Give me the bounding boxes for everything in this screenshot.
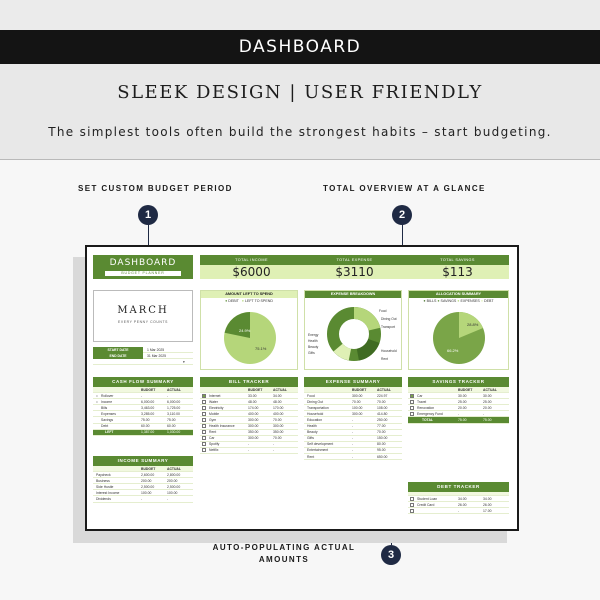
left-to-spend-pie — [201, 304, 299, 370]
income-budget[interactable]: 2,600.00 — [141, 472, 155, 477]
cashflow-actual[interactable]: 6,000.00 — [167, 399, 181, 404]
bill-name: Health Insurance — [209, 424, 235, 429]
checkbox[interactable] — [410, 394, 414, 398]
debt-name: Credit Card — [417, 502, 435, 507]
checkbox[interactable] — [202, 412, 206, 416]
header-area — [0, 64, 600, 160]
checkbox[interactable] — [410, 497, 414, 501]
cashflow-actual[interactable]: - — [167, 393, 169, 398]
expense-actual[interactable]: 224.97 — [377, 393, 388, 398]
dashboard-sheet — [85, 245, 519, 531]
checkbox[interactable] — [202, 418, 206, 422]
expense-breakdown-panel — [304, 290, 402, 370]
cashflow-col-budget: BUDGET — [141, 387, 156, 392]
tagline: The simplest tools often build the strongest habits – start budgeting. — [48, 125, 552, 139]
callout-number-2: 2 — [392, 205, 412, 225]
debt-budget[interactable]: 34.00 — [458, 496, 467, 501]
brand-title: DASHBOARD — [109, 258, 177, 268]
checkbox[interactable] — [202, 430, 206, 434]
income-col-budget: BUDGET — [141, 466, 156, 471]
month-title: MARCH — [117, 305, 169, 316]
kpi-expense-label: TOTAL EXPENSE — [336, 258, 373, 262]
cashflow-name: Expenses — [101, 411, 116, 416]
expense-budget[interactable]: 300.00 — [352, 393, 363, 398]
cashflow-actual[interactable]: 1,725.00 — [167, 405, 181, 410]
breakdown-label-3: Household — [381, 349, 397, 353]
expense-actual[interactable]: 414.80 — [377, 411, 388, 416]
savings-col-actual: ACTUAL — [483, 387, 497, 392]
checkbox[interactable] — [410, 400, 414, 404]
expense-actual[interactable]: 70.00 — [377, 399, 386, 404]
bill-actual[interactable]: 300.00 — [273, 424, 284, 429]
savings-tracker — [408, 377, 509, 424]
checkbox[interactable] — [202, 442, 206, 446]
income-budget[interactable]: 100.00 — [141, 490, 152, 495]
bill-actual[interactable]: 34.00 — [273, 393, 282, 398]
end-date-value[interactable]: 31 Mar 2025 — [147, 353, 167, 358]
cashflow-actual[interactable]: 3,110.00 — [167, 411, 180, 416]
breakdown-label-5: Health — [308, 339, 318, 343]
expense-budget[interactable]: - — [352, 448, 354, 453]
income-budget[interactable]: 2,500.00 — [141, 484, 155, 489]
dropdown-chevron-icon[interactable]: ▾ — [183, 359, 185, 364]
savings-budget[interactable]: 30.00 — [458, 393, 467, 398]
expense-actual[interactable]: 250.00 — [377, 418, 388, 423]
income-actual[interactable]: 100.00 — [167, 490, 178, 495]
expense-name: Transportation — [307, 405, 329, 410]
cashflow-budget[interactable]: 60.00 — [141, 424, 150, 429]
bill-name: Spotify — [209, 442, 220, 447]
checkbox[interactable] — [202, 406, 206, 410]
income-actual[interactable]: 200.00 — [167, 478, 178, 483]
savings-col-budget: BUDGET — [458, 387, 473, 392]
expense-name: Self development — [307, 442, 334, 447]
income-name: Business — [96, 478, 110, 483]
expense-budget[interactable]: 100.00 — [352, 405, 363, 410]
checkbox[interactable] — [202, 400, 206, 404]
expense-breakdown-donut — [305, 298, 403, 370]
bill-budget[interactable]: 174.00 — [248, 405, 259, 410]
cashflow-total-actual: 1,030.00 — [167, 430, 181, 435]
banner-title: DASHBOARD — [238, 37, 362, 57]
expense-actual[interactable]: 650.00 — [377, 454, 388, 459]
bills-col-budget: BUDGET — [248, 387, 263, 392]
expense-breakdown-title: EXPENSE BREAKDOWN — [305, 291, 401, 298]
bill-row — [200, 448, 298, 454]
bill-name: Gym — [209, 418, 217, 423]
income-name: Paycheck — [96, 472, 111, 477]
kpi-income-label: TOTAL INCOME — [235, 258, 268, 262]
breakdown-label-7: Gifts — [308, 351, 315, 355]
expense-budget[interactable]: 300.00 — [352, 411, 363, 416]
cashflow-name: Rollover — [101, 393, 114, 398]
kpi-income — [200, 255, 303, 279]
allocation-panel — [408, 290, 509, 370]
savings-actual[interactable]: 25.00 — [483, 399, 492, 404]
expense-actual[interactable]: 77.00 — [377, 424, 386, 429]
checkbox[interactable] — [202, 436, 206, 440]
savings-total-budget: 75.00 — [458, 418, 467, 423]
left-to-spend-title: AMOUNT LEFT TO SPEND — [201, 291, 297, 298]
checkbox[interactable] — [202, 394, 206, 398]
income-budget[interactable]: - — [141, 497, 143, 502]
allocation-label-b: 66.2% — [447, 348, 459, 353]
income-budget[interactable]: 200.00 — [141, 478, 152, 483]
breakdown-label-6: Beauty — [308, 345, 319, 349]
expense-actual[interactable]: 95.00 — [377, 448, 386, 453]
income-col-actual: ACTUAL — [167, 466, 181, 471]
savings-total-label: TOTAL — [422, 418, 433, 423]
expense-budget[interactable]: - — [352, 436, 354, 441]
left-to-spend-legend: ● DEBIT ● LEFT TO SPEND — [225, 299, 273, 303]
debt-budget[interactable]: 26.00 — [458, 502, 467, 507]
breakdown-label-0: Food — [379, 309, 387, 313]
kpi-savings — [406, 255, 509, 279]
expense-budget[interactable]: - — [352, 424, 354, 429]
bill-name: Internet — [209, 393, 221, 398]
expense-name: Dining Out — [307, 399, 324, 404]
expense-budget[interactable]: 70.00 — [352, 399, 361, 404]
cashflow-actual[interactable]: 75.00 — [167, 418, 176, 423]
savings-name: Car — [417, 393, 423, 398]
checkbox[interactable] — [202, 424, 206, 428]
cashflow-col-actual: ACTUAL — [167, 387, 181, 392]
income-title: INCOME SUMMARY — [93, 456, 193, 466]
callout-number-1: 1 — [138, 205, 158, 225]
expense-name: Gifts — [307, 436, 314, 441]
subtitle: SLEEK DESIGN | USER FRIENDLY — [117, 82, 483, 103]
callout-label-1: SET CUSTOM BUDGET PERIOD — [78, 184, 233, 193]
expense-name: Food — [307, 393, 315, 398]
cashflow-name: Bills — [101, 405, 108, 410]
breakdown-label-8: Rent — [381, 357, 388, 361]
expense-budget[interactable]: - — [352, 442, 354, 447]
debt-tracker — [408, 482, 509, 514]
bill-budget[interactable]: 300.00 — [248, 424, 259, 429]
banner — [0, 30, 600, 64]
expense-col-actual: ACTUAL — [377, 387, 391, 392]
bill-name: Electricity — [209, 405, 224, 410]
expense-budget[interactable]: - — [352, 454, 354, 459]
debt-name: Student Loan — [417, 496, 438, 501]
debt-actual[interactable]: 34.00 — [483, 496, 492, 501]
brand-box — [93, 255, 193, 279]
expense-summary-title: EXPENSE SUMMARY — [304, 377, 402, 387]
allocation-pie — [409, 304, 510, 370]
expense-summary — [304, 377, 402, 460]
income-name: Dividends — [96, 497, 111, 502]
left-to-spend-panel — [200, 290, 298, 370]
income-table — [93, 456, 193, 503]
start-date-value[interactable]: 1 Mar 2025 — [147, 347, 165, 352]
checkbox[interactable] — [410, 412, 414, 416]
month-note: EVERY PENNY COUNTS — [118, 320, 168, 324]
savings-actual[interactable]: - — [483, 411, 485, 416]
allocation-label-a: 28.8% — [467, 322, 479, 327]
checkbox[interactable] — [410, 503, 414, 507]
callout-label-2: TOTAL OVERVIEW AT A GLANCE — [323, 184, 486, 193]
bill-budget[interactable]: - — [248, 442, 250, 447]
expense-name: Rent — [307, 454, 315, 459]
bill-name: Rent — [209, 430, 217, 435]
bill-budget[interactable]: 350.00 — [248, 430, 259, 435]
callout-number-3: 3 — [381, 545, 401, 565]
kpi-expense-value: $3110 — [335, 265, 374, 279]
date-range — [93, 347, 193, 371]
expense-name: Beauty — [307, 430, 318, 435]
savings-budget[interactable]: 25.00 — [458, 399, 467, 404]
expense-name: Household — [307, 411, 324, 416]
debt-actual[interactable]: 26.00 — [483, 502, 492, 507]
savings-budget[interactable]: 20.00 — [458, 405, 467, 410]
checkbox[interactable] — [410, 509, 414, 513]
bill-name: Netflix — [209, 448, 219, 453]
cashflow-name: Savings — [101, 418, 114, 423]
left-to-spend-label-b: 75.1% — [255, 346, 267, 351]
bill-actual[interactable]: - — [273, 442, 275, 447]
bill-budget[interactable]: 300.00 — [248, 418, 259, 423]
month-box — [93, 290, 193, 342]
bill-actual[interactable]: - — [273, 448, 275, 453]
bill-name: Water — [209, 399, 218, 404]
cashflow-total-label: LEFT — [105, 430, 114, 435]
cashflow-actual[interactable]: 60.00 — [167, 424, 176, 429]
expense-actual[interactable]: 80.00 — [377, 442, 386, 447]
expense-name: Education — [307, 418, 323, 423]
expense-budget[interactable]: - — [352, 418, 354, 423]
expense-actual[interactable]: 108.00 — [377, 405, 388, 410]
bill-name: Car — [209, 436, 215, 441]
bill-actual[interactable]: 48.00 — [273, 399, 282, 404]
savings-budget[interactable]: - — [458, 411, 460, 416]
income-row — [93, 496, 193, 502]
savings-name: Renovation — [417, 405, 435, 410]
savings-name: Emergency Fund — [417, 411, 443, 416]
kpi-savings-value: $113 — [442, 265, 473, 279]
cashflow-name: Income — [101, 399, 113, 404]
bill-budget[interactable]: 48.00 — [248, 399, 257, 404]
bill-actual[interactable]: 400.00 — [273, 411, 284, 416]
income-name: Interest Income — [96, 490, 120, 495]
expense-budget[interactable]: - — [352, 430, 354, 435]
cashflow-budget[interactable]: 3,463.00 — [141, 405, 155, 410]
allocation-title: ALLOCATION SUMMARY — [409, 291, 508, 298]
debt-tracker-title: DEBT TRACKER — [408, 482, 509, 492]
end-date-label: END DATE — [93, 353, 143, 359]
kpi-expense — [303, 255, 406, 279]
debt-budget[interactable]: - — [458, 508, 460, 513]
bill-actual[interactable]: 70.00 — [273, 436, 282, 441]
cashflow-total-budget: 1,387.00 — [141, 430, 155, 435]
debt-row — [408, 508, 509, 514]
bill-budget[interactable]: 33.00 — [248, 393, 257, 398]
cashflow-budget[interactable]: 6,000.00 — [141, 399, 155, 404]
cashflow-budget[interactable]: 75.00 — [141, 418, 150, 423]
bill-actual[interactable]: 170.00 — [273, 405, 284, 410]
savings-actual[interactable]: 30.00 — [483, 393, 492, 398]
expense-actual[interactable]: 150.00 — [377, 436, 388, 441]
savings-actual[interactable]: 20.00 — [483, 405, 492, 410]
bill-tracker — [200, 377, 298, 454]
left-to-spend-label-a: 24.9% — [239, 328, 251, 333]
expense-name: Entertainment — [307, 448, 329, 453]
cashflow-table — [93, 377, 193, 436]
breakdown-label-4: Energy — [308, 333, 319, 337]
checkbox[interactable] — [202, 448, 206, 452]
cashflow-budget[interactable]: - — [141, 393, 143, 398]
bill-actual[interactable]: 70.00 — [273, 418, 282, 423]
bill-actual[interactable]: 350.00 — [273, 430, 284, 435]
bill-tracker-title: BILL TRACKER — [200, 377, 298, 387]
expense-row — [304, 454, 402, 460]
breakdown-label-2: Transport — [381, 325, 395, 329]
income-actual[interactable]: 2,800.00 — [167, 472, 181, 477]
bullet-icon: • — [96, 393, 98, 398]
bill-budget[interactable]: - — [248, 448, 250, 453]
kpi-savings-label: TOTAL SAVINGS — [440, 258, 475, 262]
bill-name: Mobile — [209, 411, 219, 416]
cashflow-title: CASH FLOW SUMMARY — [93, 377, 193, 387]
savings-tracker-title: SAVINGS TRACKER — [408, 377, 509, 387]
cashflow-budget[interactable]: 3,285.00 — [141, 411, 155, 416]
savings-total-actual: 75.00 — [483, 418, 492, 423]
income-actual[interactable]: - — [167, 497, 169, 502]
brand-subtitle: BUDGET PLANNER — [105, 271, 181, 276]
callout-label-3: AUTO-POPULATING ACTUAL AMOUNTS — [212, 543, 356, 564]
bill-budget[interactable]: 300.00 — [248, 436, 259, 441]
income-actual[interactable]: 2,500.00 — [167, 484, 181, 489]
bills-col-actual: ACTUAL — [273, 387, 287, 392]
cashflow-name: Debt — [101, 424, 109, 429]
income-name: Side Hustle — [96, 484, 114, 489]
expense-name: Health — [307, 424, 317, 429]
debt-actual[interactable]: 17.00 — [483, 508, 492, 513]
allocation-legend: ● BILLS ● SAVINGS ● EXPENSES ● DEBT — [423, 299, 494, 303]
savings-name: Travel — [417, 399, 427, 404]
kpi-income-value: $6000 — [232, 265, 271, 279]
bullet-icon: • — [96, 399, 98, 404]
breakdown-label-1: Dining Out — [381, 317, 397, 321]
expense-actual[interactable]: 70.00 — [377, 430, 386, 435]
bill-budget[interactable]: 400.00 — [248, 411, 259, 416]
expense-col-budget: BUDGET — [352, 387, 367, 392]
checkbox[interactable] — [410, 406, 414, 410]
start-date-label: START DATE — [93, 347, 143, 353]
